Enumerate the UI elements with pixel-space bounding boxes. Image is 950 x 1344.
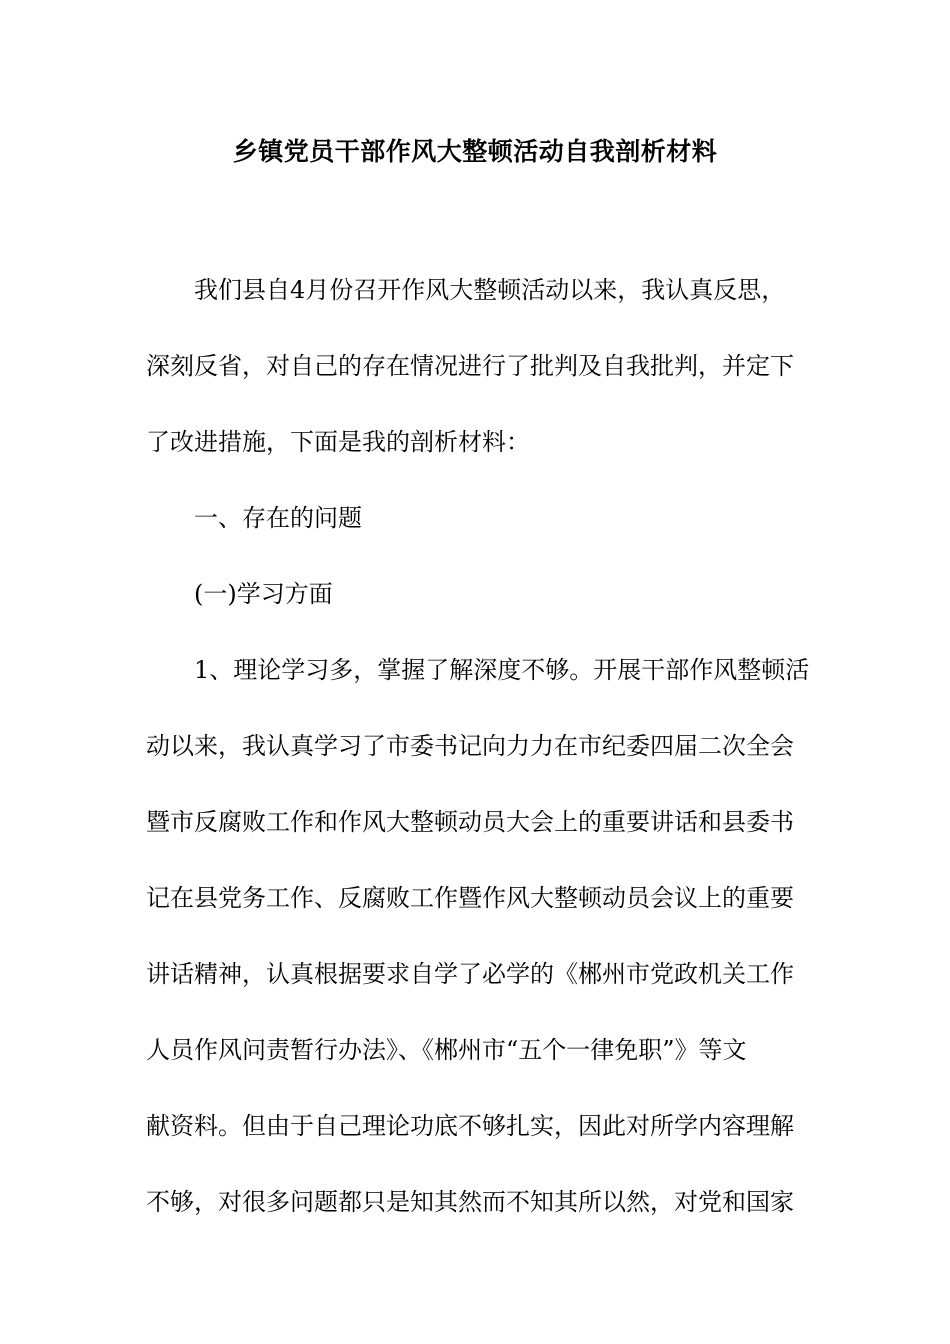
subsection-heading-study	[146, 556, 806, 632]
document-title: 乡镇党员干部作风大整顿活动自我剖析材料	[232, 137, 718, 166]
section-heading-problems	[146, 480, 806, 556]
text-line: 人员作风问责暂行办法》、《郴州市“五个一律免职”》等文	[146, 1036, 747, 1064]
text-line: 暨市反腐败工作和作风大整顿动员大会上的重要讲话和县委书	[146, 808, 794, 836]
paragraph-intro	[146, 252, 806, 480]
text-line: 了改进措施，下面是我的剖析材料：	[146, 428, 530, 456]
paragraph-item-1	[146, 632, 810, 1240]
text-line: 1、理论学习多，掌握了解深度不够。开展干部作风整顿活	[194, 656, 810, 684]
text-line: 一、存在的问题	[194, 504, 362, 532]
text-line: 我们县自4月份召开作风大整顿活动以来，我认真反思，	[194, 276, 786, 304]
text-line: (一)学习方面	[194, 580, 333, 608]
text-line: 深刻反省，对自己的存在情况进行了批判及自我批判，并定下	[146, 352, 794, 380]
text-line: 不够，对很多问题都只是知其然而不知其所以然，对党和国家	[146, 1188, 794, 1216]
text-line: 献资料。但由于自己理论功底不够扎实，因此对所学内容理解	[146, 1112, 794, 1140]
text-line: 记在县党务工作、反腐败工作暨作风大整顿动员会议上的重要	[146, 884, 794, 912]
document-body	[146, 252, 810, 1240]
text-line: 讲话精神，认真根据要求自学了必学的《郴州市党政机关工作	[146, 960, 794, 988]
text-line: 动以来，我认真学习了市委书记向力力在市纪委四届二次全会	[146, 732, 794, 760]
